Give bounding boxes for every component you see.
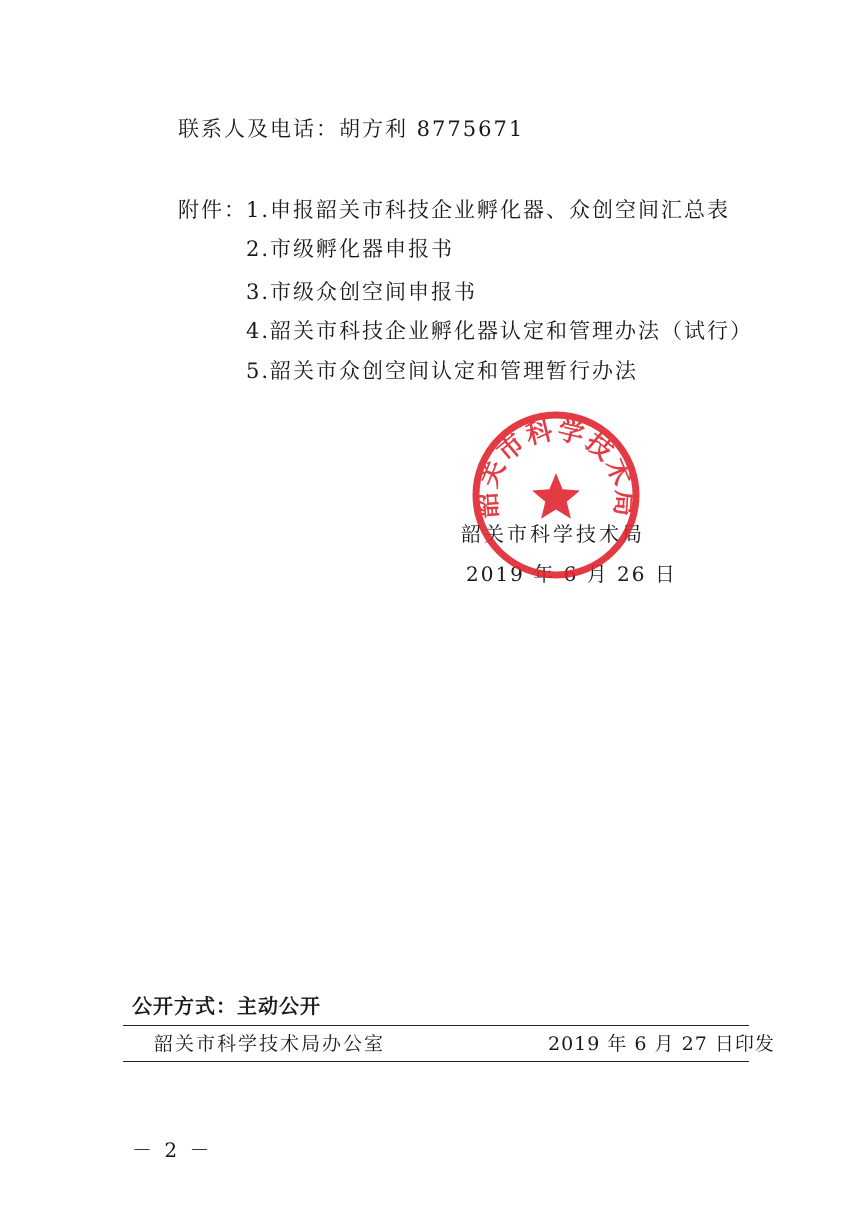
issue-date: 2019 年 6 月 27 日印发 <box>548 1033 775 1055</box>
page-number: － 2 － <box>132 1138 213 1162</box>
divider-bottom <box>123 1061 749 1062</box>
signing-date: 2019 年 6 月 26 日 <box>466 562 677 586</box>
publish-mode: 公开方式：主动公开 <box>132 994 321 1018</box>
issuing-office: 韶关市科学技术局办公室 <box>154 1033 386 1055</box>
divider-top <box>123 1025 749 1026</box>
attachment-item-5: 5.韶关市众创空间认定和管理暂行办法 <box>246 359 639 383</box>
signing-organization: 韶关市科学技术局 <box>461 522 645 546</box>
attachments-label: 附件： <box>178 198 247 222</box>
attachment-item-2: 2.市级孵化器申报书 <box>246 237 455 261</box>
official-seal-icon <box>470 409 642 581</box>
contact-line: 联系人及电话：胡方利 8775671 <box>178 117 525 141</box>
attachment-item-3: 3.市级众创空间申报书 <box>246 280 478 304</box>
attachment-item-1: 1.申报韶关市科技企业孵化器、众创空间汇总表 <box>246 198 731 222</box>
attachment-item-4: 4.韶关市科技企业孵化器认定和管理办法（试行） <box>246 319 754 343</box>
seal-text: 韶关市科学技术局 <box>472 415 640 520</box>
